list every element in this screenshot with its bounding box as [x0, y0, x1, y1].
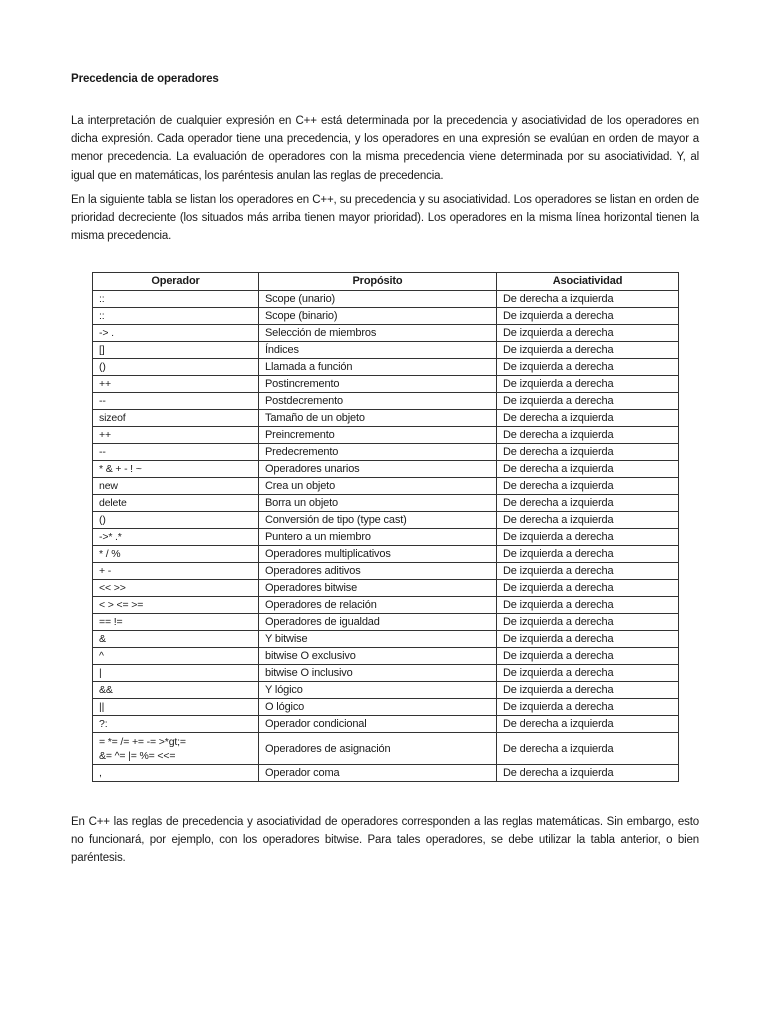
table-row	[93, 765, 679, 782]
table-row	[93, 546, 679, 563]
cell-asociatividad: De izquierda a derecha	[497, 563, 679, 580]
cell-operador: ::	[93, 291, 259, 308]
table-row	[93, 325, 679, 342]
cell-asociatividad: De derecha a izquierda	[497, 478, 679, 495]
cell-operador: = *= /= += -= >*gt;= &= ^= |= %= <<=	[93, 733, 259, 765]
cell-proposito: Operador coma	[259, 765, 497, 782]
cell-proposito: Operadores bitwise	[259, 580, 497, 597]
cell-asociatividad: De derecha a izquierda	[497, 427, 679, 444]
cell-operador: --	[93, 444, 259, 461]
cell-proposito: Operadores de igualdad	[259, 614, 497, 631]
cell-operador: ->* .*	[93, 529, 259, 546]
cell-asociatividad: De izquierda a derecha	[497, 648, 679, 665]
cell-operador: |	[93, 665, 259, 682]
cell-proposito: Borra un objeto	[259, 495, 497, 512]
table-header-row	[93, 273, 679, 291]
cell-proposito: Scope (unario)	[259, 291, 497, 308]
cell-asociatividad: De derecha a izquierda	[497, 495, 679, 512]
cell-asociatividad: De izquierda a derecha	[497, 359, 679, 376]
cell-proposito: Operadores unarios	[259, 461, 497, 478]
cell-asociatividad: De izquierda a derecha	[497, 393, 679, 410]
table-row	[93, 614, 679, 631]
table-row	[93, 308, 679, 325]
table-row	[93, 682, 679, 699]
table-header	[93, 273, 679, 291]
cell-proposito: Scope (binario)	[259, 308, 497, 325]
intro-paragraph-1: La interpretación de cualquier expresión en C++ está determinada por la precedencia y asociatividad de los operadores en dicha expresión. Cada operador tiene una precedencia, y los operadores en una expresión se evalúan en orden de mayor a menor precedencia. La evaluación de operadores con la misma precedencia viene determinada por su asociatividad. Y, al igual que en matemáticas, los paréntesis anulan las reglas de precedencia.	[71, 115, 699, 182]
cell-operador: * / %	[93, 546, 259, 563]
operator-precedence-table	[92, 272, 679, 782]
table-row	[93, 342, 679, 359]
table-row	[93, 529, 679, 546]
table-row	[93, 580, 679, 597]
cell-operador: + -	[93, 563, 259, 580]
cell-asociatividad: De izquierda a derecha	[497, 376, 679, 393]
cell-proposito: Llamada a función	[259, 359, 497, 376]
cell-operador: ()	[93, 359, 259, 376]
cell-asociatividad: De izquierda a derecha	[497, 325, 679, 342]
cell-operador: new	[93, 478, 259, 495]
cell-operador: -> .	[93, 325, 259, 342]
table-row	[93, 699, 679, 716]
table-row	[93, 495, 679, 512]
cell-proposito: Selección de miembros	[259, 325, 497, 342]
cell-asociatividad: De izquierda a derecha	[497, 308, 679, 325]
cell-proposito: Conversión de tipo (type cast)	[259, 512, 497, 529]
table-row	[93, 648, 679, 665]
cell-operador: ||	[93, 699, 259, 716]
cell-asociatividad: De derecha a izquierda	[497, 291, 679, 308]
cell-operador: * & + - ! ~	[93, 461, 259, 478]
table-row	[93, 665, 679, 682]
cell-operador: ::	[93, 308, 259, 325]
table-row	[93, 512, 679, 529]
header-proposito: Propósito	[259, 273, 497, 291]
cell-asociatividad: De izquierda a derecha	[497, 631, 679, 648]
cell-operador: &&	[93, 682, 259, 699]
cell-proposito: Predecremento	[259, 444, 497, 461]
table-row	[93, 376, 679, 393]
cell-asociatividad: De izquierda a derecha	[497, 699, 679, 716]
table-row	[93, 478, 679, 495]
cell-operador: << >>	[93, 580, 259, 597]
cell-proposito: Y bitwise	[259, 631, 497, 648]
intro-paragraph-2: En la siguiente tabla se listan los operadores en C++, su precedencia y su asociatividad. Los operadores se listan en orden de prioridad decreciente (los situados más arriba tienen mayor prioridad). Los operadores en la misma línea horizontal tienen la misma precedencia.	[71, 194, 699, 243]
cell-proposito: bitwise O inclusivo	[259, 665, 497, 682]
cell-operador: ++	[93, 376, 259, 393]
table-row	[93, 733, 679, 765]
table-row	[93, 359, 679, 376]
cell-operador: &	[93, 631, 259, 648]
cell-asociatividad: De derecha a izquierda	[497, 733, 679, 765]
table-row	[93, 410, 679, 427]
cell-asociatividad: De derecha a izquierda	[497, 461, 679, 478]
header-operador: Operador	[93, 273, 259, 291]
cell-proposito: Operadores de relación	[259, 597, 497, 614]
cell-proposito: Tamaño de un objeto	[259, 410, 497, 427]
table-row	[93, 631, 679, 648]
cell-operador: ?:	[93, 716, 259, 733]
table-body	[93, 291, 679, 782]
cell-proposito: Preincremento	[259, 427, 497, 444]
cell-asociatividad: De izquierda a derecha	[497, 580, 679, 597]
cell-proposito: Índices	[259, 342, 497, 359]
cell-operador: ^	[93, 648, 259, 665]
cell-asociatividad: De izquierda a derecha	[497, 342, 679, 359]
cell-asociatividad: De derecha a izquierda	[497, 716, 679, 733]
cell-proposito: Operador condicional	[259, 716, 497, 733]
header-asociatividad: Asociatividad	[497, 273, 679, 291]
cell-proposito: bitwise O exclusivo	[259, 648, 497, 665]
table-row	[93, 427, 679, 444]
cell-operador: []	[93, 342, 259, 359]
cell-proposito: Crea un objeto	[259, 478, 497, 495]
cell-operador: == !=	[93, 614, 259, 631]
table-row	[93, 597, 679, 614]
table-row	[93, 393, 679, 410]
cell-proposito: Operadores de asignación	[259, 733, 497, 765]
cell-proposito: Postincremento	[259, 376, 497, 393]
cell-operador: ,	[93, 765, 259, 782]
cell-proposito: Operadores multiplicativos	[259, 546, 497, 563]
cell-proposito: Puntero a un miembro	[259, 529, 497, 546]
cell-asociatividad: De derecha a izquierda	[497, 444, 679, 461]
table-row	[93, 716, 679, 733]
table-row	[93, 291, 679, 308]
cell-asociatividad: De izquierda a derecha	[497, 682, 679, 699]
table-row	[93, 461, 679, 478]
closing-paragraph: En C++ las reglas de precedencia y asociatividad de operadores corresponden a las reglas matemáticas. Sin embargo, esto no funcionará, por ejemplo, con los operadores bitwise. Para tales operadores, se debe utilizar la tabla anterior, o bien paréntesis.	[71, 816, 699, 865]
cell-proposito: Operadores aditivos	[259, 563, 497, 580]
cell-operador: sizeof	[93, 410, 259, 427]
cell-asociatividad: De derecha a izquierda	[497, 410, 679, 427]
cell-operador: delete	[93, 495, 259, 512]
cell-asociatividad: De izquierda a derecha	[497, 665, 679, 682]
cell-operador: ()	[93, 512, 259, 529]
cell-operador: --	[93, 393, 259, 410]
table-row	[93, 444, 679, 461]
cell-operador: ++	[93, 427, 259, 444]
table-row	[93, 563, 679, 580]
cell-asociatividad: De izquierda a derecha	[497, 546, 679, 563]
cell-asociatividad: De izquierda a derecha	[497, 614, 679, 631]
cell-asociatividad: De derecha a izquierda	[497, 765, 679, 782]
cell-asociatividad: De izquierda a derecha	[497, 529, 679, 546]
cell-asociatividad: De izquierda a derecha	[497, 597, 679, 614]
cell-asociatividad: De derecha a izquierda	[497, 512, 679, 529]
document-title: Precedencia de operadores	[71, 73, 219, 85]
cell-proposito: O lógico	[259, 699, 497, 716]
cell-operador: < > <= >=	[93, 597, 259, 614]
cell-proposito: Postdecremento	[259, 393, 497, 410]
cell-proposito: Y lógico	[259, 682, 497, 699]
